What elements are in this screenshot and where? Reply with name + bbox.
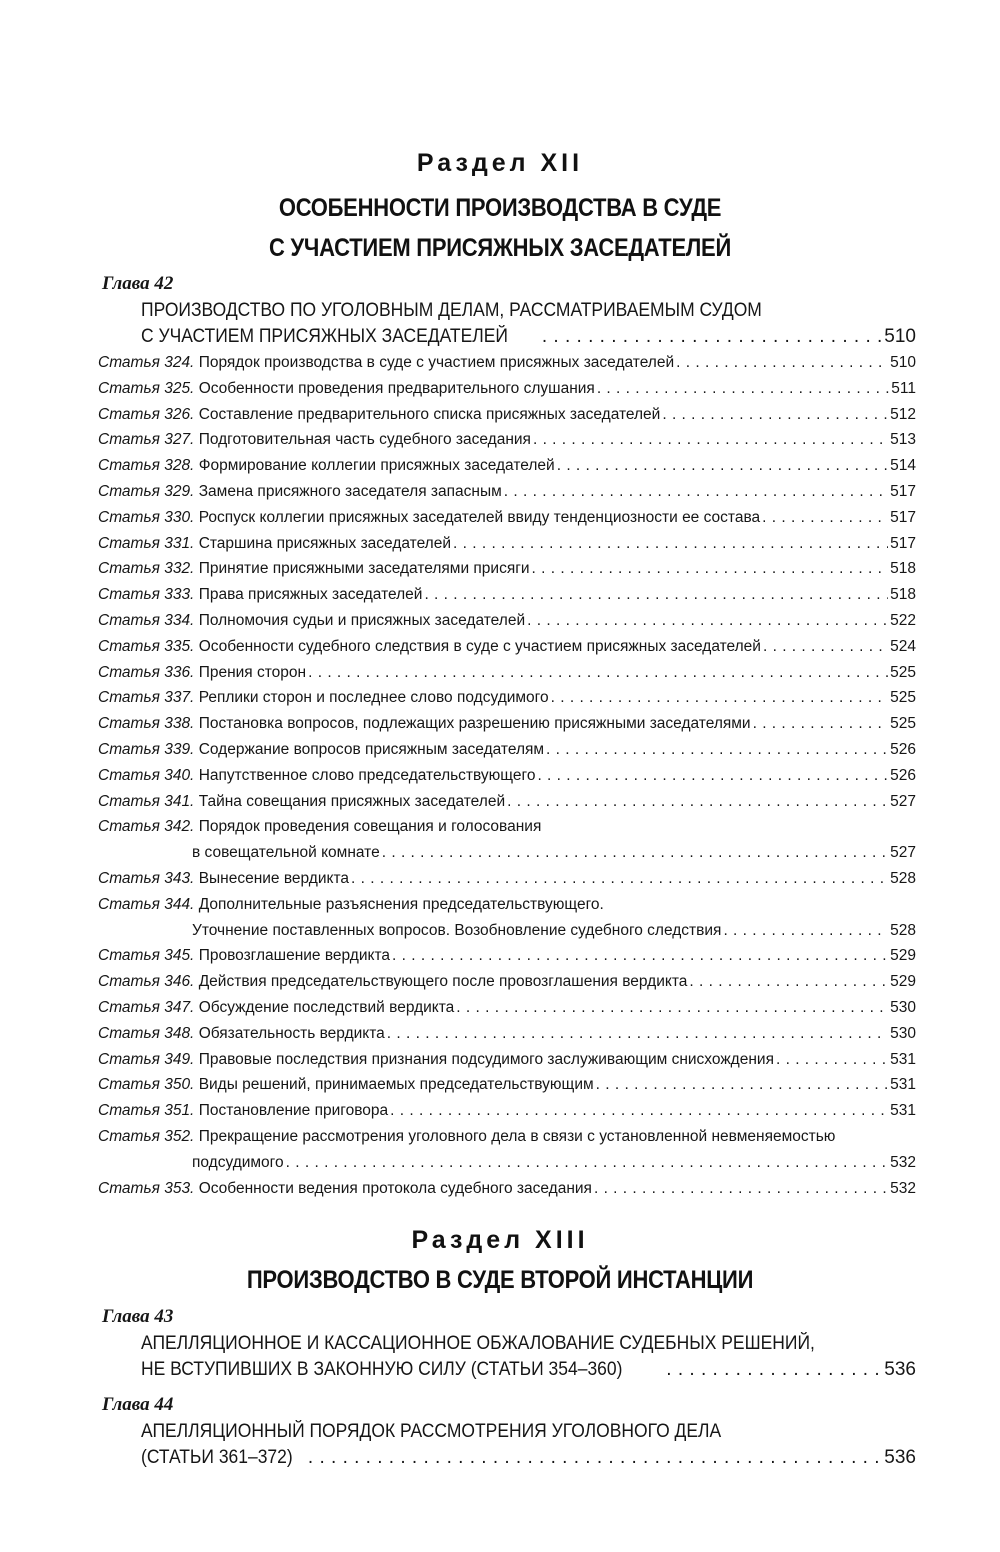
article-number: Статья 336. [98, 663, 195, 681]
section-12-title-line2: С УЧАСТИЕМ ПРИСЯЖНЫХ ЗАСЕДАТЕЛЕЙ [268, 234, 732, 262]
toc-entry-line [98, 505, 916, 531]
article-number: Статья 351. [98, 1102, 195, 1120]
article-number: Статья 337. [98, 689, 195, 707]
article-number: Статья 334. [98, 611, 195, 629]
article-page: 531 [890, 1102, 916, 1120]
toc-entry-line [98, 608, 916, 634]
toc-entry-line [98, 376, 916, 402]
toc-entry [98, 969, 916, 995]
article-number: Статья 340. [98, 766, 195, 784]
article-number: Статья 326. [98, 405, 195, 423]
article-number: Статья 343. [98, 869, 195, 887]
dot-leader [597, 376, 889, 402]
dot-leader [533, 427, 888, 453]
dot-leader [532, 556, 889, 582]
dot-leader [351, 866, 888, 892]
chapter-42-title-line1: ПРОИЗВОДСТВО ПО УГОЛОВНЫМ ДЕЛАМ, РАССМАТРИВАЕМЫМ СУДОМ [141, 300, 762, 321]
dot-leader [424, 582, 888, 608]
article-title: Реплики сторон и последнее слово подсудимого [198, 689, 549, 707]
dot-leader [762, 505, 888, 531]
toc-entry-line [98, 402, 916, 428]
article-page: 513 [890, 431, 916, 449]
chapter-42 [0, 272, 1000, 350]
section-12-title-line1: ОСОБЕННОСТИ ПРОИЗВОДСТВА В СУДЕ [278, 194, 722, 222]
dot-leader [527, 608, 888, 634]
chapter-43-title-line2-text: НЕ ВСТУПИВШИХ В ЗАКОННУЮ СИЛУ (СТАТЬИ 354–360) [141, 1359, 623, 1380]
toc-entry [98, 660, 916, 686]
dot-leader [308, 660, 888, 686]
toc-entry-line [98, 995, 916, 1021]
chapter-44 [0, 1393, 1000, 1471]
article-number: Статья 347. [98, 998, 195, 1016]
toc-entry-line [98, 943, 916, 969]
article-title-continued: Уточнение поставленных вопросов. Возобновление судебного следствия [192, 921, 722, 939]
section-12-heading [0, 148, 1000, 263]
article-page: 512 [890, 405, 916, 423]
toc-entry [98, 505, 916, 531]
article-title: Права присяжных заседателей [198, 586, 423, 604]
article-page: 528 [890, 921, 916, 939]
dot-leader [551, 685, 889, 711]
article-page: 522 [890, 611, 916, 629]
article-title: Формирование коллегии присяжных заседателей [198, 457, 555, 475]
dot-leader [763, 634, 888, 660]
dot-leader [594, 1176, 888, 1202]
toc-entry-line [98, 531, 916, 557]
article-number: Статья 344. [98, 895, 195, 913]
section-13-title: ПРОИЗВОДСТВО В СУДЕ ВТОРОЙ ИНСТАНЦИИ [246, 1266, 754, 1294]
article-number: Статья 335. [98, 637, 195, 655]
article-page: 524 [890, 637, 916, 655]
chapter-44-title-line1: АПЕЛЛЯЦИОННЫЙ ПОРЯДОК РАССМОТРЕНИЯ УГОЛОВНОГО ДЕЛА [141, 1421, 722, 1442]
chapter-43-title-line2 [141, 1357, 916, 1383]
article-number: Статья 339. [98, 740, 195, 758]
article-title-continued: в совещательной комнате [192, 844, 380, 862]
article-title: Вынесение вердикта [198, 869, 350, 887]
chapter-42-title-line2 [141, 324, 916, 350]
article-title: Обязательность вердикта [198, 1024, 385, 1042]
article-title-continued: подсудимого [192, 1153, 284, 1171]
toc-entry [98, 427, 916, 453]
article-number: Статья 329. [98, 482, 195, 500]
dot-leader [776, 1047, 888, 1073]
toc-entry-line [98, 840, 916, 866]
article-page: 526 [890, 740, 916, 758]
dot-leader [387, 1021, 888, 1047]
toc-entry-line [98, 918, 916, 944]
article-page: 529 [890, 973, 916, 991]
chapter-44-title-line2 [141, 1445, 916, 1471]
article-page: 531 [890, 1076, 916, 1094]
toc-entry-line [98, 660, 916, 686]
article-title: Старшина присяжных заседателей [198, 534, 452, 552]
toc-entry [98, 634, 916, 660]
article-number: Статья 327. [98, 431, 195, 449]
toc-entry-line [98, 556, 916, 582]
article-page: 531 [890, 1050, 916, 1068]
article-title: Действия председательствующего после провозглашения вердикта [198, 973, 688, 991]
dot-leader [390, 1098, 888, 1124]
dot-leader [392, 943, 888, 969]
article-page: 518 [890, 586, 916, 604]
toc-entry-line [98, 427, 916, 453]
article-title: Принятие присяжными заседателями присяги [198, 560, 530, 578]
article-number: Статья 350. [98, 1076, 195, 1094]
toc-entry-line [98, 1124, 916, 1150]
toc-entry-line [98, 814, 916, 840]
article-title: Особенности ведения протокола судебного заседания [198, 1179, 592, 1197]
dot-leader [504, 479, 888, 505]
dot-leader [662, 402, 888, 428]
dot-leader [666, 1357, 882, 1383]
article-number: Статья 332. [98, 560, 195, 578]
article-title: Полномочия судьи и присяжных заседателей [198, 611, 526, 629]
article-number: Статья 330. [98, 508, 195, 526]
article-page: 528 [890, 869, 916, 887]
toc-entry-line [98, 1150, 916, 1176]
toc-entry-line [98, 763, 916, 789]
toc-entry-line [98, 685, 916, 711]
article-page: 517 [890, 534, 916, 552]
toc-entry [98, 1098, 916, 1124]
toc-entry [98, 350, 916, 376]
article-title: Содержание вопросов присяжным заседателям [198, 740, 545, 758]
toc-entry-line [98, 969, 916, 995]
article-number: Статья 331. [98, 534, 195, 552]
article-title: Роспуск коллегии присяжных заседателей ввиду тенденциозности ее состава [198, 508, 761, 526]
toc-entry [98, 943, 916, 969]
dot-leader [453, 531, 888, 557]
toc-entry [98, 608, 916, 634]
article-title: Правовые последствия признания подсудимого заслуживающим снисхождения [198, 1050, 774, 1068]
article-title: Особенности судебного следствия в суде с участием присяжных заседателей [198, 637, 761, 655]
toc-entry [98, 737, 916, 763]
toc-entry-line [98, 1176, 916, 1202]
article-number: Статья 349. [98, 1050, 195, 1068]
article-page: 517 [890, 508, 916, 526]
article-page: 510 [890, 354, 916, 371]
dot-leader [689, 969, 888, 995]
article-title: Порядок производства в суде с участием присяжных заседателей [198, 354, 675, 371]
article-page: 525 [890, 663, 916, 681]
articles-list [98, 350, 916, 1201]
article-page: 530 [890, 998, 916, 1016]
chapter-43-page: 536 [884, 1359, 916, 1380]
chapter-43-label: Глава 43 [102, 1306, 174, 1327]
toc-entry [98, 892, 916, 944]
dot-leader [596, 1072, 888, 1098]
chapter-44-page: 536 [884, 1447, 916, 1468]
toc-entry-line [98, 634, 916, 660]
toc-entry-line [98, 582, 916, 608]
toc-entry [98, 453, 916, 479]
article-title: Постановка вопросов, подлежащих разрешению присяжными заседателями [198, 715, 751, 733]
article-page: 532 [890, 1179, 916, 1197]
article-title: Виды решений, принимаемых председательствующим [198, 1076, 594, 1094]
dot-leader [546, 737, 888, 763]
article-number: Статья 346. [98, 973, 195, 991]
article-page: 532 [890, 1153, 916, 1171]
toc-entry [98, 685, 916, 711]
toc-entry [98, 1072, 916, 1098]
article-title: Обсуждение последствий вердикта [198, 998, 455, 1016]
article-page: 525 [890, 715, 916, 733]
dot-leader [507, 789, 888, 815]
toc-entry-line [98, 789, 916, 815]
article-page: 517 [890, 482, 916, 500]
article-title: Прекращение рассмотрения уголовного дела в связи с установленной невменяемостью [198, 1127, 836, 1145]
dot-leader [676, 350, 888, 376]
chapter-42-page: 510 [884, 326, 916, 347]
article-page: 526 [890, 766, 916, 784]
toc-entry-line [98, 453, 916, 479]
toc-entry [98, 1176, 916, 1202]
article-number: Статья 341. [98, 792, 195, 810]
article-title: Постановление приговора [198, 1102, 389, 1120]
article-title: Особенности проведения предварительного слушания [198, 379, 595, 397]
dot-leader [557, 453, 888, 479]
toc-entry [98, 1047, 916, 1073]
article-number: Статья 338. [98, 715, 195, 733]
article-page: 511 [891, 379, 916, 397]
article-page: 527 [890, 792, 916, 810]
chapter-43 [0, 1305, 1000, 1383]
article-title: Тайна совещания присяжных заседателей [198, 792, 506, 810]
chapter-44-label: Глава 44 [102, 1394, 174, 1415]
article-number: Статья 352. [98, 1127, 195, 1145]
section-12-label: Раздел XII [416, 149, 584, 177]
dot-leader [308, 1445, 882, 1471]
toc-entry [98, 995, 916, 1021]
toc-entry-line [98, 1098, 916, 1124]
toc-entry-line [98, 737, 916, 763]
article-page: 525 [890, 689, 916, 707]
dot-leader [542, 324, 882, 350]
toc-entry-line [98, 1021, 916, 1047]
article-number: Статья 342. [98, 818, 195, 836]
chapter-42-title-line2-text: С УЧАСТИЕМ ПРИСЯЖНЫХ ЗАСЕДАТЕЛЕЙ [141, 326, 508, 347]
toc-entry-line [98, 350, 916, 376]
toc-entry-line [98, 479, 916, 505]
toc-entry [98, 556, 916, 582]
chapter-42-label: Глава 42 [102, 273, 174, 294]
article-number: Статья 328. [98, 457, 195, 475]
dot-leader [456, 995, 888, 1021]
dot-leader [286, 1150, 889, 1176]
article-number: Статья 325. [98, 379, 195, 397]
dot-leader [753, 711, 889, 737]
toc-entry [98, 1124, 916, 1176]
toc-entry-line [98, 1047, 916, 1073]
article-title: Порядок проведения совещания и голосования [198, 818, 542, 836]
toc-entry-line [98, 892, 916, 918]
article-page: 527 [890, 844, 916, 862]
toc-entry [98, 866, 916, 892]
article-number: Статья 348. [98, 1024, 195, 1042]
toc-entry [98, 711, 916, 737]
dot-leader [537, 763, 888, 789]
toc-entry-line [98, 1072, 916, 1098]
chapter-43-title-line1: АПЕЛЛЯЦИОННОЕ И КАССАЦИОННОЕ ОБЖАЛОВАНИЕ СУДЕБНЫХ РЕШЕНИЙ, [141, 1333, 815, 1354]
toc-entry [98, 1021, 916, 1047]
toc-entry [98, 402, 916, 428]
toc-entry [98, 814, 916, 866]
toc-entry [98, 479, 916, 505]
chapter-44-title-line2-text: (СТАТЬИ 361–372) [141, 1447, 293, 1468]
article-page: 514 [890, 457, 916, 475]
toc-entry [98, 531, 916, 557]
article-title: Провозглашение вердикта [198, 947, 391, 965]
dot-leader [382, 840, 888, 866]
article-number: Статья 324. [98, 354, 195, 371]
toc-entry [98, 376, 916, 402]
toc-entry-line [98, 711, 916, 737]
section-13-heading [0, 1225, 1000, 1295]
toc-entry-line [98, 866, 916, 892]
toc-entry [98, 789, 916, 815]
article-number: Статья 345. [98, 947, 195, 965]
article-title: Напутственное слово председательствующего [198, 766, 536, 784]
toc-entry [98, 763, 916, 789]
article-title: Составление предварительного списка присяжных заседателей [198, 405, 661, 423]
article-number: Статья 353. [98, 1179, 195, 1197]
article-title: Прения сторон [198, 663, 307, 681]
article-page: 518 [890, 560, 916, 578]
dot-leader [723, 918, 888, 944]
article-number: Статья 333. [98, 586, 195, 604]
toc-entry [98, 582, 916, 608]
article-title: Подготовительная часть судебного заседания [198, 431, 531, 449]
article-title: Дополнительные разъяснения председательствующего. [198, 895, 604, 913]
article-title: Замена присяжного заседателя запасным [198, 482, 502, 500]
article-page: 529 [890, 947, 916, 965]
article-page: 530 [890, 1024, 916, 1042]
section-13-label: Раздел XIII [411, 1226, 589, 1254]
